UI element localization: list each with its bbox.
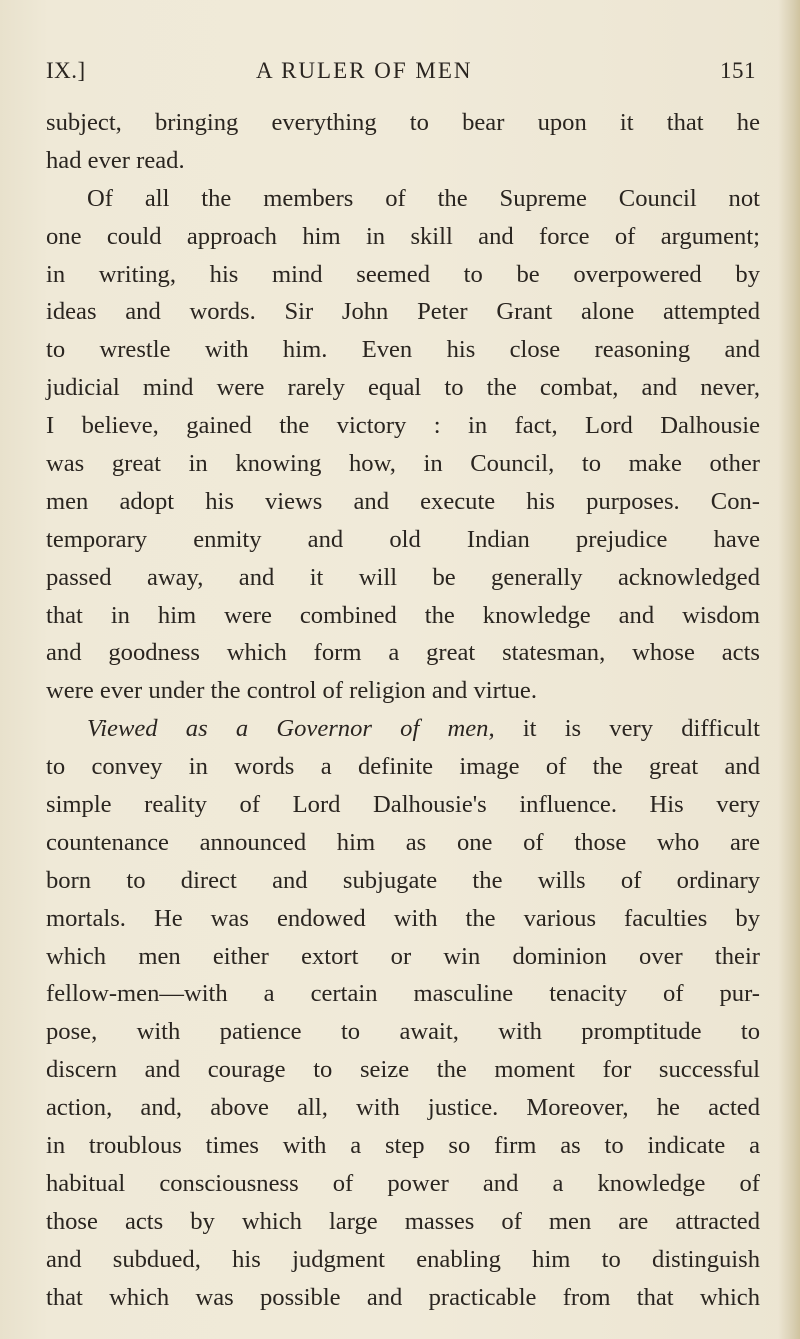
- text-line: which men either extort or win dominion over their: [46, 942, 760, 970]
- text-line: that which was possible and practicable from that which: [46, 1283, 760, 1311]
- text-line: men adopt his views and execute his purposes. Con-: [46, 487, 760, 515]
- text-line: pose, with patience to await, with promptitude to: [46, 1018, 760, 1046]
- text-line: that in him were combined the knowledge and wisdom: [46, 601, 760, 629]
- text-line: to convey in words a definite image of the great and: [46, 753, 760, 781]
- text-line: in writing, his mind seemed to be overpowered by: [46, 260, 760, 288]
- text-line: was great in knowing how, in Council, to make other: [46, 450, 760, 478]
- text-line: had ever read.: [46, 146, 185, 174]
- text-line: habitual consciousness of power and a knowledge of: [46, 1169, 760, 1197]
- text-line: simple reality of Lord Dalhousie's influence. His very: [46, 791, 760, 819]
- text-line: subject, bringing everything to bear upon it that he: [46, 109, 760, 136]
- text-line: and subdued, his judgment enabling him to distinguish: [46, 1245, 760, 1273]
- page-edge-shadow: [778, 0, 800, 1339]
- text-line: action, and, above all, with justice. Moreover, he acted: [46, 1094, 760, 1122]
- text-line: passed away, and it will be generally acknowledged: [46, 563, 760, 591]
- text-line: were ever under the control of religion and virtue.: [46, 677, 537, 705]
- text-line: I believe, gained the victory : in fact, Lord Dalhousie: [46, 412, 760, 440]
- text-line: one could approach him in skill and force of argument;: [46, 222, 760, 250]
- text-line: Of all the members of the Supreme Council not: [87, 184, 760, 212]
- text-line: [46, 710, 760, 748]
- text-line: born to direct and subjugate the wills of ordinary: [46, 866, 760, 894]
- running-header: [46, 58, 760, 92]
- text-line: mortals. He was endowed with the various faculties by: [46, 904, 760, 932]
- text-line: to wrestle with him. Even his close reasoning and: [46, 336, 760, 364]
- body-text: [46, 104, 760, 1317]
- running-title: A RULER OF MEN: [256, 58, 473, 83]
- text-line: those acts by which large masses of men are attracted: [46, 1207, 760, 1235]
- italic-phrase: Viewed as a Governor of men,: [87, 715, 495, 743]
- chapter-marker: IX.]: [46, 58, 86, 83]
- line-remainder: it is very difficult: [494, 715, 760, 743]
- text-line: temporary enmity and old Indian prejudice have: [46, 525, 760, 553]
- text-line: discern and courage to seize the moment for successful: [46, 1056, 760, 1084]
- text-line: ideas and words. Sir John Peter Grant alone attempted: [46, 298, 760, 326]
- page-number: 151: [720, 58, 756, 83]
- text-line: in troublous times with a step so firm as to indicate a: [46, 1132, 760, 1160]
- text-line: fellow-men—with a certain masculine tenacity of pur-: [46, 980, 760, 1008]
- text-line: judicial mind were rarely equal to the combat, and never,: [46, 374, 760, 402]
- text-line: and goodness which form a great statesman, whose acts: [46, 639, 760, 667]
- text-line: countenance announced him as one of those who are: [46, 828, 760, 856]
